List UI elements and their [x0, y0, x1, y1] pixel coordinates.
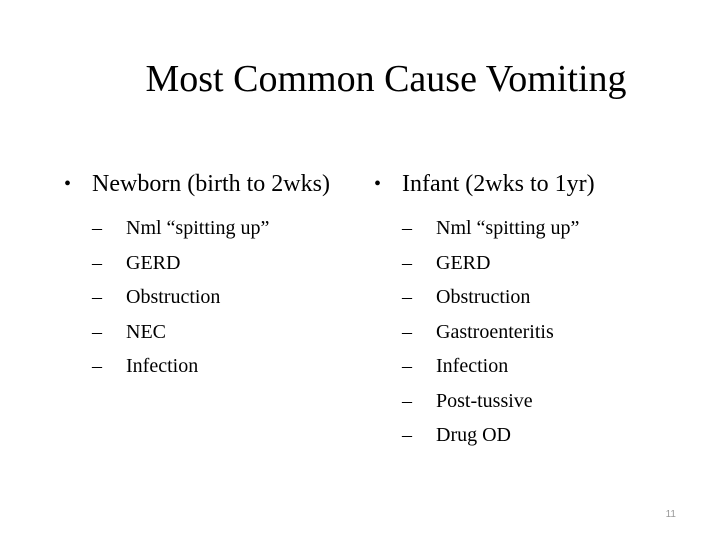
list-item	[64, 280, 334, 315]
slide-title: Most Common Cause Vomiting	[145, 58, 627, 100]
list-item	[374, 418, 674, 453]
infant-causes-list	[374, 211, 674, 453]
infant-heading-text: Infant (2wks to 1yr)	[402, 171, 595, 197]
list-item-text: Obstruction	[436, 286, 531, 308]
list-item	[374, 211, 674, 246]
newborn-causes-list	[64, 211, 334, 384]
list-item-text: GERD	[436, 251, 491, 274]
newborn-column	[64, 168, 334, 384]
list-item-text: Infection	[126, 355, 199, 377]
list-item	[374, 315, 674, 350]
list-item	[374, 280, 674, 315]
list-item	[374, 349, 674, 384]
list-item-text: Gastroenteritis	[436, 320, 554, 343]
infant-column	[374, 168, 674, 453]
list-item	[374, 246, 674, 281]
list-item	[64, 246, 334, 281]
bullet-icon: •	[374, 173, 382, 195]
dash-icon: –	[92, 355, 102, 377]
list-item-text: Infection	[436, 355, 509, 377]
newborn-heading	[64, 168, 334, 200]
dash-icon: –	[402, 424, 412, 446]
list-item	[64, 211, 334, 246]
list-item-text: GERD	[126, 251, 181, 274]
dash-icon: –	[402, 389, 412, 412]
dash-icon: –	[92, 286, 102, 308]
list-item-text: Nml “spitting up”	[436, 217, 580, 239]
list-item	[64, 315, 334, 350]
dash-icon: –	[402, 217, 412, 239]
list-item-text: Nml “spitting up”	[126, 217, 270, 239]
list-item-text: NEC	[126, 320, 166, 343]
dash-icon: –	[402, 355, 412, 377]
dash-icon: –	[92, 217, 102, 239]
dash-icon: –	[402, 320, 412, 343]
dash-icon: –	[402, 286, 412, 308]
newborn-heading-text: Newborn (birth to 2wks)	[92, 171, 330, 197]
infant-heading	[374, 168, 674, 200]
dash-icon: –	[402, 251, 412, 274]
list-item-text: Drug OD	[436, 424, 511, 446]
page-number: 11	[665, 509, 676, 520]
dash-icon: –	[92, 251, 102, 274]
list-item	[64, 349, 334, 384]
dash-icon: –	[92, 320, 102, 343]
list-item-text: Obstruction	[126, 286, 221, 308]
bullet-icon: •	[64, 173, 72, 195]
list-item	[374, 384, 674, 419]
list-item-text: Post-tussive	[436, 389, 533, 412]
